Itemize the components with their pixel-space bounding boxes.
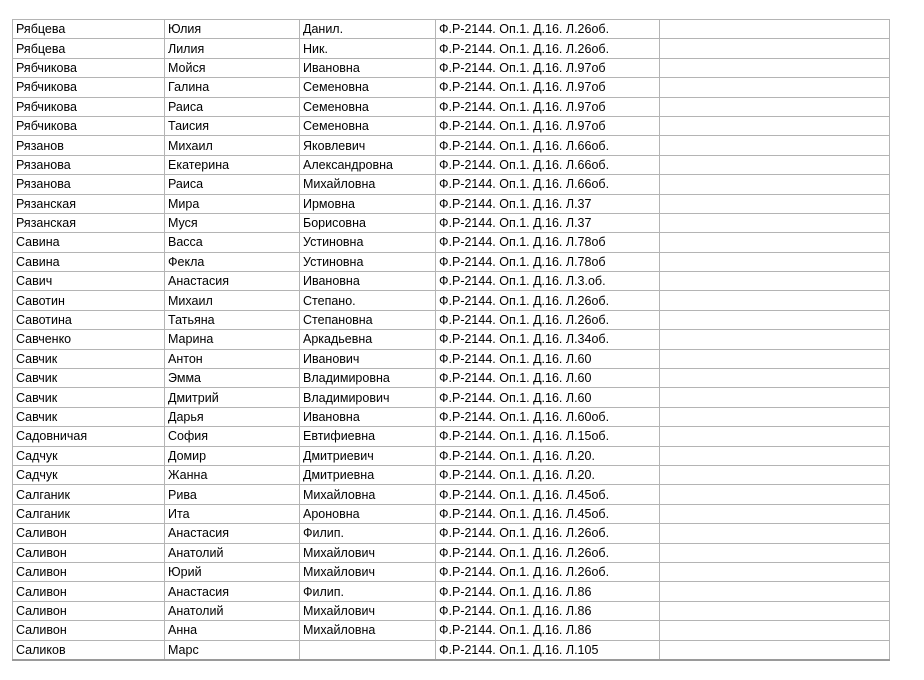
table-row bbox=[13, 369, 890, 388]
table-row bbox=[13, 330, 890, 349]
table-row bbox=[13, 446, 890, 465]
archive-reference-cell: Ф.Р-2144. Оп.1. Д.16. Л.78об bbox=[436, 252, 660, 271]
first-name-cell: Домир bbox=[165, 446, 300, 465]
patronymic-cell: Михайловна bbox=[300, 175, 436, 194]
first-name-cell: София bbox=[165, 427, 300, 446]
patronymic-cell: Устиновна bbox=[300, 252, 436, 271]
surname-cell: Савчик bbox=[13, 369, 165, 388]
empty-cell bbox=[660, 136, 890, 155]
archive-reference-cell: Ф.Р-2144. Оп.1. Д.16. Л.86 bbox=[436, 621, 660, 640]
first-name-cell: Анатолий bbox=[165, 543, 300, 562]
empty-cell bbox=[660, 582, 890, 601]
table-row bbox=[13, 485, 890, 504]
surname-cell: Саливон bbox=[13, 601, 165, 620]
archive-reference-cell: Ф.Р-2144. Оп.1. Д.16. Л.26об. bbox=[436, 310, 660, 329]
first-name-cell: Мойся bbox=[165, 58, 300, 77]
archive-reference-cell: Ф.Р-2144. Оп.1. Д.16. Л.26об. bbox=[436, 524, 660, 543]
patronymic-cell: Дмитриевич bbox=[300, 446, 436, 465]
archive-reference-cell: Ф.Р-2144. Оп.1. Д.16. Л.37 bbox=[436, 194, 660, 213]
archive-reference-cell: Ф.Р-2144. Оп.1. Д.16. Л.26об. bbox=[436, 20, 660, 39]
table-row bbox=[13, 155, 890, 174]
archive-reference-cell: Ф.Р-2144. Оп.1. Д.16. Л.60 bbox=[436, 388, 660, 407]
patronymic-cell: Дмитриевна bbox=[300, 465, 436, 484]
table-row bbox=[13, 194, 890, 213]
empty-cell bbox=[660, 155, 890, 174]
surname-cell: Рязанов bbox=[13, 136, 165, 155]
surname-cell: Савотина bbox=[13, 310, 165, 329]
surname-cell: Савотин bbox=[13, 291, 165, 310]
empty-cell bbox=[660, 58, 890, 77]
patronymic-cell: Устиновна bbox=[300, 233, 436, 252]
empty-cell bbox=[660, 310, 890, 329]
empty-cell bbox=[660, 116, 890, 135]
patronymic-cell: Иванович bbox=[300, 349, 436, 368]
patronymic-cell: Михайлович bbox=[300, 601, 436, 620]
surname-cell: Садчук bbox=[13, 446, 165, 465]
first-name-cell: Таисия bbox=[165, 116, 300, 135]
table-row bbox=[13, 388, 890, 407]
empty-cell bbox=[660, 524, 890, 543]
table-row bbox=[13, 407, 890, 426]
patronymic-cell bbox=[300, 640, 436, 660]
patronymic-cell: Евтифиевна bbox=[300, 427, 436, 446]
first-name-cell: Лилия bbox=[165, 39, 300, 58]
empty-cell bbox=[660, 562, 890, 581]
empty-cell bbox=[660, 233, 890, 252]
first-name-cell: Галина bbox=[165, 78, 300, 97]
table-row bbox=[13, 233, 890, 252]
first-name-cell: Раиса bbox=[165, 175, 300, 194]
archive-reference-cell: Ф.Р-2144. Оп.1. Д.16. Л.26об. bbox=[436, 291, 660, 310]
first-name-cell: Эмма bbox=[165, 369, 300, 388]
table-row bbox=[13, 504, 890, 523]
first-name-cell: Анастасия bbox=[165, 524, 300, 543]
surname-cell: Рябчикова bbox=[13, 116, 165, 135]
document-sheet bbox=[12, 19, 890, 661]
archive-reference-cell: Ф.Р-2144. Оп.1. Д.16. Л.97об bbox=[436, 116, 660, 135]
surname-cell: Салганик bbox=[13, 485, 165, 504]
patronymic-cell: Степановна bbox=[300, 310, 436, 329]
surname-cell: Савчик bbox=[13, 349, 165, 368]
first-name-cell: Юрий bbox=[165, 562, 300, 581]
archive-reference-cell: Ф.Р-2144. Оп.1. Д.16. Л.20. bbox=[436, 446, 660, 465]
empty-cell bbox=[660, 388, 890, 407]
table-row bbox=[13, 465, 890, 484]
patronymic-cell: Ароновна bbox=[300, 504, 436, 523]
surname-cell: Рязанская bbox=[13, 194, 165, 213]
patronymic-cell: Борисовна bbox=[300, 213, 436, 232]
archive-reference-cell: Ф.Р-2144. Оп.1. Д.16. Л.86 bbox=[436, 582, 660, 601]
first-name-cell: Марс bbox=[165, 640, 300, 660]
patronymic-cell: Семеновна bbox=[300, 116, 436, 135]
surname-cell: Савчик bbox=[13, 388, 165, 407]
archive-reference-cell: Ф.Р-2144. Оп.1. Д.16. Л.26об. bbox=[436, 562, 660, 581]
patronymic-cell: Владимировна bbox=[300, 369, 436, 388]
patronymic-cell: Ник. bbox=[300, 39, 436, 58]
first-name-cell: Анатолий bbox=[165, 601, 300, 620]
patronymic-cell: Ивановна bbox=[300, 58, 436, 77]
table-row bbox=[13, 272, 890, 291]
empty-cell bbox=[660, 621, 890, 640]
empty-cell bbox=[660, 78, 890, 97]
surname-cell: Саливон bbox=[13, 582, 165, 601]
table-row bbox=[13, 78, 890, 97]
archive-reference-cell: Ф.Р-2144. Оп.1. Д.16. Л.20. bbox=[436, 465, 660, 484]
first-name-cell: Антон bbox=[165, 349, 300, 368]
table-row bbox=[13, 621, 890, 640]
archive-reference-cell: Ф.Р-2144. Оп.1. Д.16. Л.97об bbox=[436, 58, 660, 77]
patronymic-cell: Семеновна bbox=[300, 97, 436, 116]
empty-cell bbox=[660, 20, 890, 39]
empty-cell bbox=[660, 485, 890, 504]
first-name-cell: Татьяна bbox=[165, 310, 300, 329]
empty-cell bbox=[660, 330, 890, 349]
patronymic-cell: Ивановна bbox=[300, 407, 436, 426]
first-name-cell: Анна bbox=[165, 621, 300, 640]
surname-cell: Саливон bbox=[13, 621, 165, 640]
archive-reference-cell: Ф.Р-2144. Оп.1. Д.16. Л.45об. bbox=[436, 504, 660, 523]
archive-reference-cell: Ф.Р-2144. Оп.1. Д.16. Л.60об. bbox=[436, 407, 660, 426]
archive-reference-cell: Ф.Р-2144. Оп.1. Д.16. Л.26об. bbox=[436, 543, 660, 562]
first-name-cell: Анастасия bbox=[165, 582, 300, 601]
archive-reference-cell: Ф.Р-2144. Оп.1. Д.16. Л.66об. bbox=[436, 136, 660, 155]
patronymic-cell: Данил. bbox=[300, 20, 436, 39]
surname-cell: Савченко bbox=[13, 330, 165, 349]
patronymic-cell: Яковлевич bbox=[300, 136, 436, 155]
surname-cell: Савина bbox=[13, 252, 165, 271]
table-row bbox=[13, 349, 890, 368]
table-row bbox=[13, 543, 890, 562]
surname-cell: Саливон bbox=[13, 524, 165, 543]
surname-cell: Садовничая bbox=[13, 427, 165, 446]
empty-cell bbox=[660, 369, 890, 388]
archive-reference-cell: Ф.Р-2144. Оп.1. Д.16. Л.37 bbox=[436, 213, 660, 232]
surname-cell: Саликов bbox=[13, 640, 165, 660]
table-row bbox=[13, 427, 890, 446]
empty-cell bbox=[660, 272, 890, 291]
first-name-cell: Юлия bbox=[165, 20, 300, 39]
archive-reference-cell: Ф.Р-2144. Оп.1. Д.16. Л.15об. bbox=[436, 427, 660, 446]
table-row bbox=[13, 136, 890, 155]
archive-reference-cell: Ф.Р-2144. Оп.1. Д.16. Л.97об bbox=[436, 78, 660, 97]
surname-cell: Савчик bbox=[13, 407, 165, 426]
surname-cell: Саливон bbox=[13, 543, 165, 562]
table-row bbox=[13, 310, 890, 329]
surname-cell: Садчук bbox=[13, 465, 165, 484]
patronymic-cell: Семеновна bbox=[300, 78, 436, 97]
table-row bbox=[13, 252, 890, 271]
patronymic-cell: Филип. bbox=[300, 524, 436, 543]
patronymic-cell: Михайлович bbox=[300, 562, 436, 581]
patronymic-cell: Михайлович bbox=[300, 543, 436, 562]
first-name-cell: Муся bbox=[165, 213, 300, 232]
table-row bbox=[13, 97, 890, 116]
first-name-cell: Дарья bbox=[165, 407, 300, 426]
archive-reference-cell: Ф.Р-2144. Оп.1. Д.16. Л.97об bbox=[436, 97, 660, 116]
table-row bbox=[13, 58, 890, 77]
empty-cell bbox=[660, 465, 890, 484]
table-row bbox=[13, 39, 890, 58]
archive-reference-cell: Ф.Р-2144. Оп.1. Д.16. Л.86 bbox=[436, 601, 660, 620]
first-name-cell: Дмитрий bbox=[165, 388, 300, 407]
empty-cell bbox=[660, 640, 890, 660]
patronymic-cell: Михайловна bbox=[300, 485, 436, 504]
records-table bbox=[12, 19, 890, 661]
surname-cell: Рязанская bbox=[13, 213, 165, 232]
surname-cell: Рябцева bbox=[13, 20, 165, 39]
archive-reference-cell: Ф.Р-2144. Оп.1. Д.16. Л.78об bbox=[436, 233, 660, 252]
patronymic-cell: Ивановна bbox=[300, 272, 436, 291]
first-name-cell: Васса bbox=[165, 233, 300, 252]
empty-cell bbox=[660, 194, 890, 213]
first-name-cell: Ита bbox=[165, 504, 300, 523]
archive-reference-cell: Ф.Р-2144. Оп.1. Д.16. Л.66об. bbox=[436, 155, 660, 174]
table-row bbox=[13, 640, 890, 660]
patronymic-cell: Ирмовна bbox=[300, 194, 436, 213]
surname-cell: Рябчикова bbox=[13, 58, 165, 77]
patronymic-cell: Филип. bbox=[300, 582, 436, 601]
table-row bbox=[13, 116, 890, 135]
surname-cell: Рябчикова bbox=[13, 78, 165, 97]
surname-cell: Рязанова bbox=[13, 155, 165, 174]
first-name-cell: Михаил bbox=[165, 291, 300, 310]
surname-cell: Саливон bbox=[13, 562, 165, 581]
archive-reference-cell: Ф.Р-2144. Оп.1. Д.16. Л.60 bbox=[436, 349, 660, 368]
first-name-cell: Марина bbox=[165, 330, 300, 349]
first-name-cell: Жанна bbox=[165, 465, 300, 484]
first-name-cell: Анастасия bbox=[165, 272, 300, 291]
empty-cell bbox=[660, 349, 890, 368]
patronymic-cell: Аркадьевна bbox=[300, 330, 436, 349]
empty-cell bbox=[660, 252, 890, 271]
archive-reference-cell: Ф.Р-2144. Оп.1. Д.16. Л.105 bbox=[436, 640, 660, 660]
table-row bbox=[13, 582, 890, 601]
archive-reference-cell: Ф.Р-2144. Оп.1. Д.16. Л.45об. bbox=[436, 485, 660, 504]
table-row bbox=[13, 291, 890, 310]
first-name-cell: Рива bbox=[165, 485, 300, 504]
empty-cell bbox=[660, 407, 890, 426]
table-row bbox=[13, 175, 890, 194]
first-name-cell: Раиса bbox=[165, 97, 300, 116]
first-name-cell: Фекла bbox=[165, 252, 300, 271]
archive-reference-cell: Ф.Р-2144. Оп.1. Д.16. Л.3.об. bbox=[436, 272, 660, 291]
surname-cell: Салганик bbox=[13, 504, 165, 523]
surname-cell: Рязанова bbox=[13, 175, 165, 194]
surname-cell: Рябчикова bbox=[13, 97, 165, 116]
first-name-cell: Екатерина bbox=[165, 155, 300, 174]
empty-cell bbox=[660, 39, 890, 58]
surname-cell: Савич bbox=[13, 272, 165, 291]
empty-cell bbox=[660, 446, 890, 465]
first-name-cell: Мира bbox=[165, 194, 300, 213]
empty-cell bbox=[660, 97, 890, 116]
patronymic-cell: Михайловна bbox=[300, 621, 436, 640]
patronymic-cell: Владимирович bbox=[300, 388, 436, 407]
records-table-body bbox=[13, 20, 890, 660]
table-row bbox=[13, 562, 890, 581]
first-name-cell: Михаил bbox=[165, 136, 300, 155]
empty-cell bbox=[660, 213, 890, 232]
table-row bbox=[13, 524, 890, 543]
empty-cell bbox=[660, 601, 890, 620]
surname-cell: Савина bbox=[13, 233, 165, 252]
empty-cell bbox=[660, 427, 890, 446]
table-row bbox=[13, 601, 890, 620]
archive-reference-cell: Ф.Р-2144. Оп.1. Д.16. Л.34об. bbox=[436, 330, 660, 349]
patronymic-cell: Александровна bbox=[300, 155, 436, 174]
empty-cell bbox=[660, 504, 890, 523]
archive-reference-cell: Ф.Р-2144. Оп.1. Д.16. Л.26об. bbox=[436, 39, 660, 58]
empty-cell bbox=[660, 291, 890, 310]
patronymic-cell: Степано. bbox=[300, 291, 436, 310]
archive-reference-cell: Ф.Р-2144. Оп.1. Д.16. Л.60 bbox=[436, 369, 660, 388]
empty-cell bbox=[660, 543, 890, 562]
archive-reference-cell: Ф.Р-2144. Оп.1. Д.16. Л.66об. bbox=[436, 175, 660, 194]
empty-cell bbox=[660, 175, 890, 194]
table-row bbox=[13, 20, 890, 39]
table-row bbox=[13, 213, 890, 232]
surname-cell: Рябцева bbox=[13, 39, 165, 58]
